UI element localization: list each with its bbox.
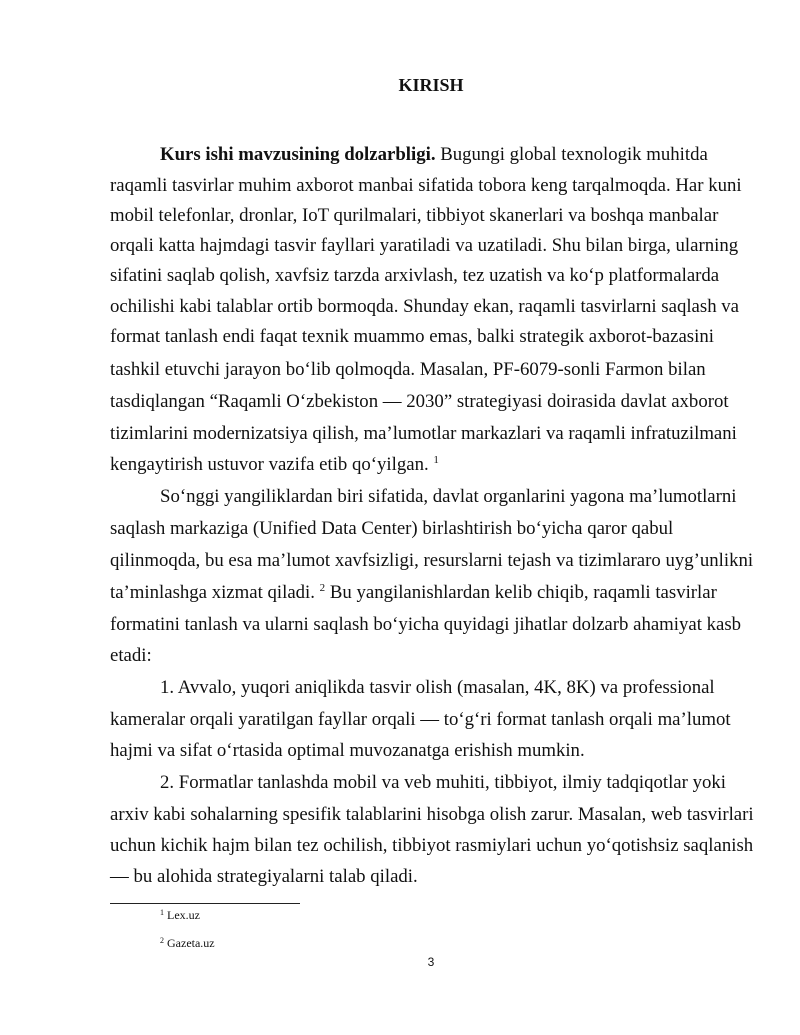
section-lead: Kurs ishi mavzusining dolzarbligi. [160, 144, 436, 165]
list-item-line: 2. Formatlar tanlashda mobil va veb muhiti, tibbiyot, ilmiy tadqiqotlar yoki [160, 772, 726, 793]
list-item-line: kameralar orqali yaratilgan fayllar orqali — to‘g‘ri format tanlash orqali ma’lumot [110, 709, 731, 730]
footnote-text: Lex.uz [164, 908, 200, 922]
footnote [160, 907, 200, 923]
footnote-reference: 1 [433, 454, 439, 466]
text-span: Bugungi global texnologik muhitda [435, 144, 708, 165]
list-item-line: arxiv kabi sohalarning spesifik talablarini hisobga olish zarur. Masalan, web tasvirlari [110, 804, 754, 825]
text-line: tizimlarini modernizatsiya qilish, ma’lumotlar markazlari va raqamli infratuzilmani [110, 423, 737, 444]
footnote-number: 2 [160, 936, 164, 945]
text-line [110, 581, 717, 605]
text-line [160, 143, 708, 167]
text-line: ochilishi kabi talablar ortib bormoqda. Shunday ekan, raqamli tasvirlarni saqlash va [110, 296, 740, 317]
list-item-line: hajmi va sifat o‘rtasida optimal muvozanatga erishish mumkin. [110, 740, 585, 761]
footnote [160, 935, 215, 951]
footnote-number: 1 [160, 908, 164, 917]
page-number: 3 [427, 955, 435, 969]
text-span: Bu yangilanishlardan kelib chiqib, raqamli tasvirlar [325, 582, 717, 603]
footnote-reference: 2 [319, 582, 326, 594]
text-line: sifatini saqlab qolish, xavfsiz tarzda arxivlash, tez uzatish va ko‘p platformalarda [110, 265, 720, 286]
text-line [110, 453, 439, 477]
text-line: etadi: [110, 645, 152, 666]
text-span: ta’minlashga xizmat qiladi. [110, 582, 320, 603]
text-line: formatini tanlash va ularni saqlash bo‘yicha quyidagi jihatlar dolzarb ahamiyat kasb [110, 614, 742, 635]
text-line: orqali katta hajmdagi tasvir fayllari yaratiladi va uzatiladi. Shu bilan birga, ularning [110, 235, 739, 256]
footnote-divider [110, 903, 300, 904]
text-line: mobil telefonlar, dronlar, IoT qurilmalari, tibbiyot skanerlari va boshqa manbalar [110, 205, 719, 226]
list-item-line: 1. Avvalo, yuqori aniqlikda tasvir olish (masalan, 4K, 8K) va professional [160, 677, 715, 698]
text-line: saqlash markaziga (Unified Data Center) birlashtirish bo‘yicha qaror qabul [110, 518, 674, 539]
text-span: kengaytirish ustuvor vazifa etib qo‘yilgan. [110, 454, 434, 475]
text-line: tashkil etuvchi jarayon bo‘lib qolmoqda. Masalan, PF-6079-sonli Farmon bilan [110, 359, 706, 380]
text-line: qilinmoqda, bu esa ma’lumot xavfsizligi, resurslarni tejash va tizimlararo uyg’unlikni [110, 550, 754, 571]
text-line: raqamli tasvirlar muhim axborot manbai sifatida tobora keng tarqalmoqda. Har kuni [110, 175, 742, 196]
text-line: So‘nggi yangiliklardan biri sifatida, davlat organlarini yagona ma’lumotlarni [160, 486, 737, 507]
list-item-line: — bu alohida strategiyalarni talab qiladi. [110, 866, 418, 887]
text-line: format tanlash endi faqat texnik muammo emas, balki strategik axborot-bazasini [110, 326, 714, 347]
footnote-text: Gazeta.uz [164, 936, 215, 950]
page-title: KIRISH [398, 75, 464, 95]
text-line: tasdiqlangan “Raqamli O‘zbekiston — 2030” strategiyasi doirasida davlat axborot [110, 391, 729, 412]
list-item-line: uchun kichik hajm bilan tez ochilish, tibbiyot rasmiylari uchun yo‘qotishsiz saqlanish [110, 835, 754, 856]
